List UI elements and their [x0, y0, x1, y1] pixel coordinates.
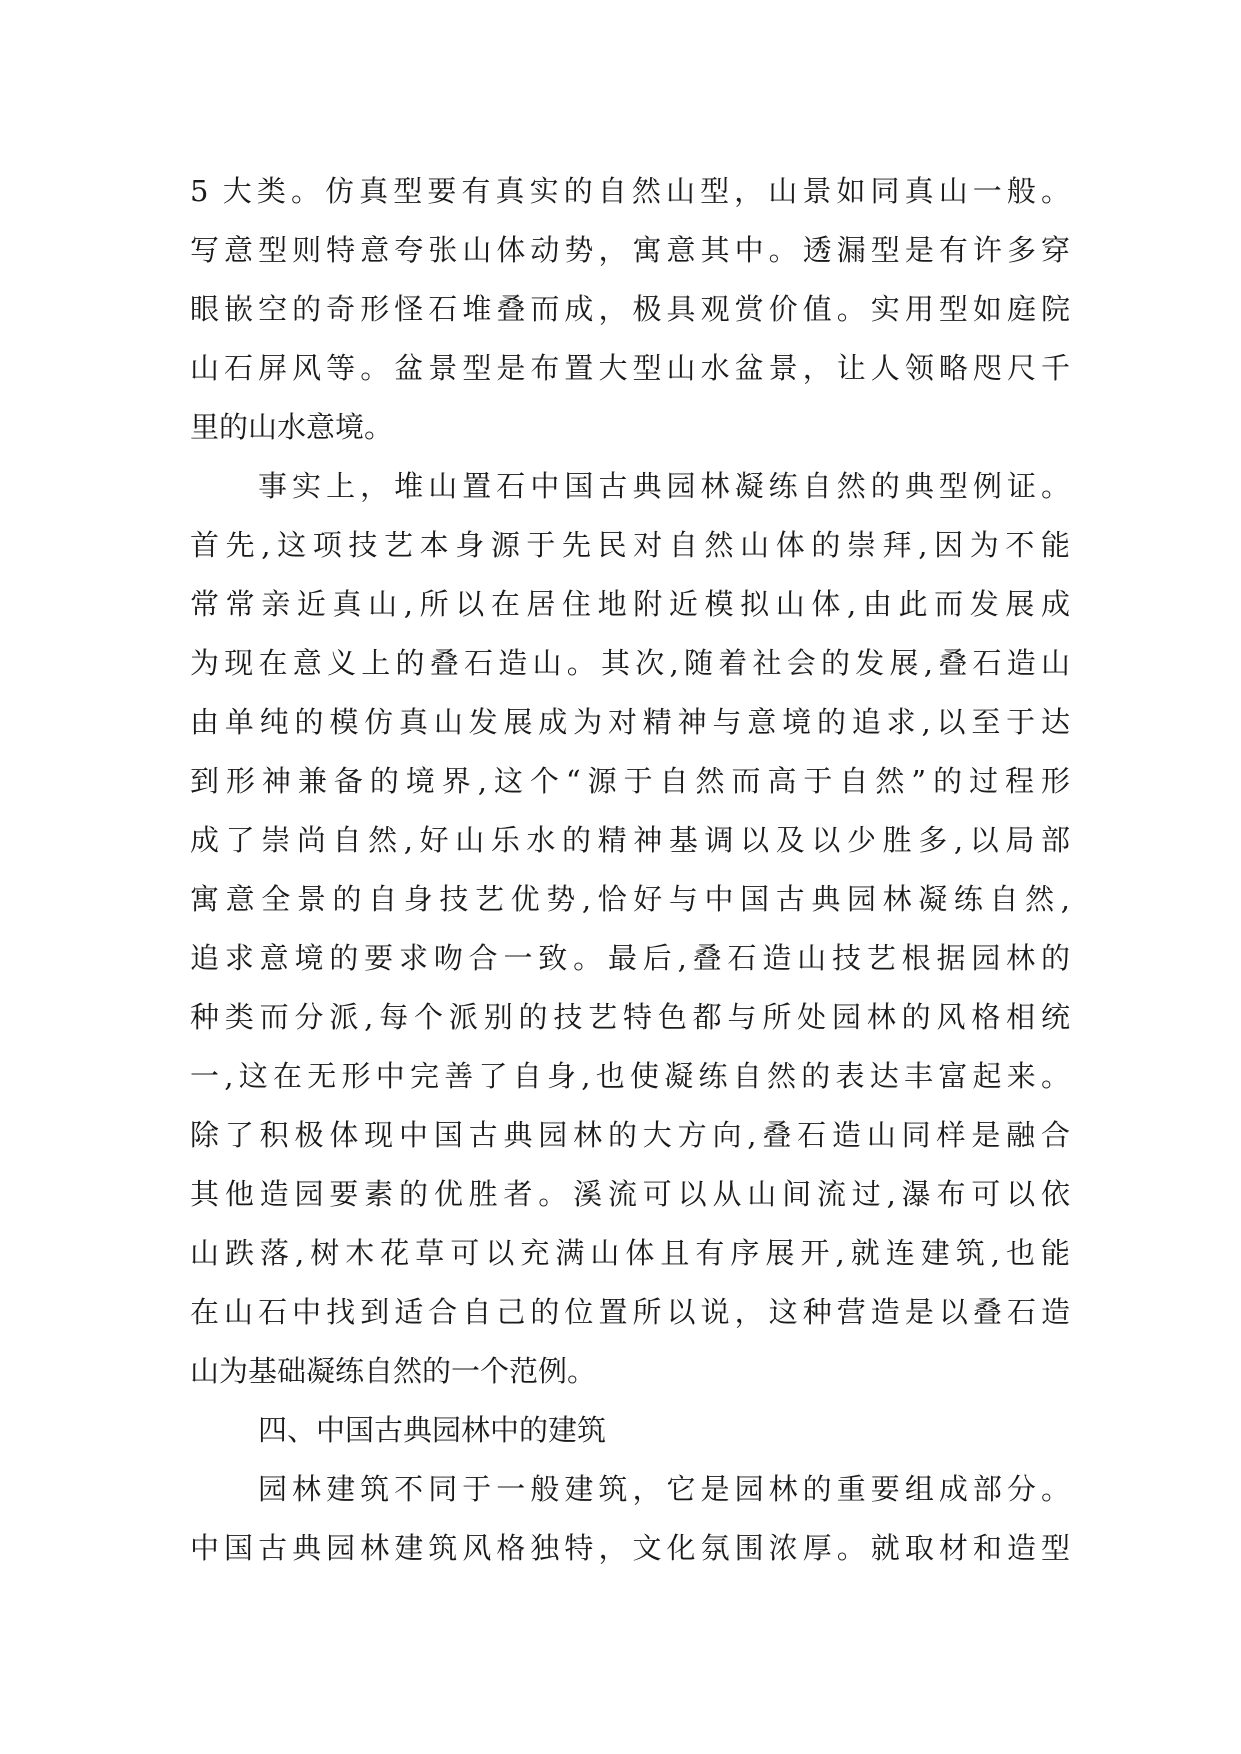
- text-line: 里的山水意境。: [190, 410, 394, 444]
- text-line: 山为基础凝练自然的一个范例。: [190, 1354, 597, 1388]
- text-line: 一,这在无形中完善了自身,也使凝练自然的表达丰富起来。: [190, 1059, 1070, 1093]
- text-line: 山跌落,树木花草可以充满山体且有序展开,就连建筑,也能: [190, 1236, 1070, 1270]
- text-line: 寓意全景的自身技艺优势,恰好与中国古典园林凝练自然,: [190, 882, 1070, 916]
- text-line: 到形神兼备的境界,这个“源于自然而高于自然”的过程形: [190, 764, 1070, 798]
- text-line: 四、中国古典园林中的建筑: [258, 1413, 607, 1447]
- text-line: 山石屏风等。盆景型是布置大型山水盆景，让人领略咫尺千: [190, 351, 1070, 385]
- text-line: 常常亲近真山,所以在居住地附近模拟山体,由此而发展成: [190, 587, 1070, 621]
- text-line: 中国古典园林建筑风格独特，文化氛围浓厚。就取材和造型: [190, 1531, 1070, 1565]
- text-line: 为现在意义上的叠石造山。其次,随着社会的发展,叠石造山: [190, 646, 1070, 680]
- text-line: 追求意境的要求吻合一致。最后,叠石造山技艺根据园林的: [190, 941, 1070, 975]
- text-line: 园林建筑不同于一般建筑，它是园林的重要组成部分。: [258, 1472, 1070, 1506]
- text-line: 除了积极体现中国古典园林的大方向,叠石造山同样是融合: [190, 1118, 1070, 1152]
- body-text: [190, 162, 1070, 1578]
- text-line: 在山石中找到适合自己的位置所以说，这种营造是以叠石造: [190, 1295, 1070, 1329]
- text-line: 成了崇尚自然,好山乐水的精神基调以及以少胜多,以局部: [190, 823, 1070, 857]
- text-line: 写意型则特意夸张山体动势，寓意其中。透漏型是有许多穿: [190, 233, 1070, 267]
- text-line: 首先,这项技艺本身源于先民对自然山体的崇拜,因为不能: [190, 528, 1070, 562]
- text-line: 5 大类。仿真型要有真实的自然山型，山景如同真山一般。: [190, 174, 1070, 208]
- text-line: 事实上，堆山置石中国古典园林凝练自然的典型例证。: [258, 469, 1070, 503]
- text-line: 由单纯的模仿真山发展成为对精神与意境的追求,以至于达: [190, 705, 1070, 739]
- text-line: 其他造园要素的优胜者。溪流可以从山间流过,瀑布可以依: [190, 1177, 1070, 1211]
- text-line: 种类而分派,每个派别的技艺特色都与所处园林的风格相统: [190, 1000, 1070, 1034]
- text-line: 眼嵌空的奇形怪石堆叠而成，极具观赏价值。实用型如庭院: [190, 292, 1070, 326]
